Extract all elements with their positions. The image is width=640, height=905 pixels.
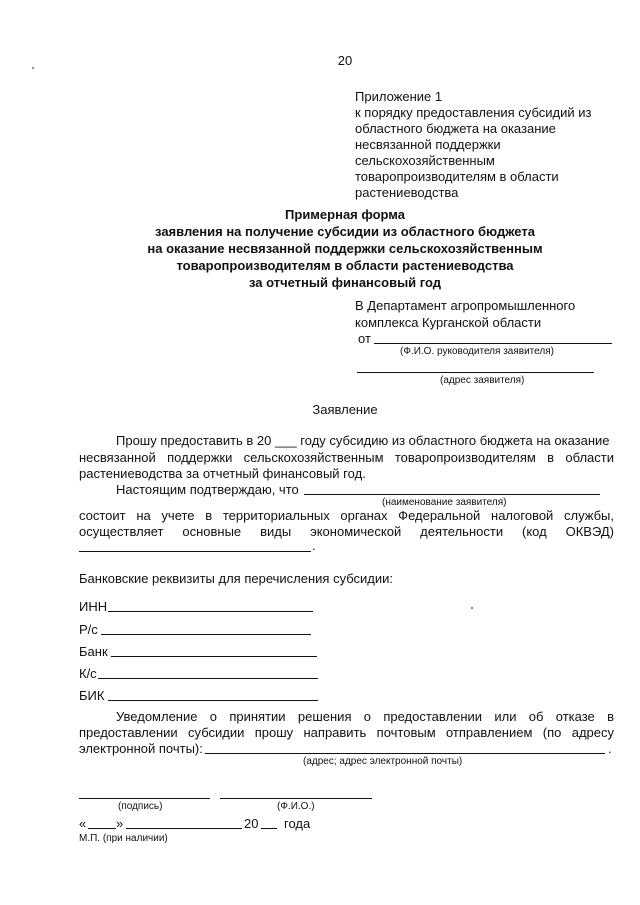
from-label: от — [358, 331, 371, 346]
body-p1-line-2: несвязанной поддержки сельскохозяйственным товаропроизводителям в области — [79, 450, 614, 465]
fio-caption: (Ф.И.О.) — [277, 801, 315, 812]
account-label: Р/с — [79, 622, 98, 637]
notice-line-1: Уведомление о принятии решения о предоставлении или об отказе в — [116, 709, 614, 724]
year-suffix: года — [284, 816, 311, 831]
bik-label: БИК — [79, 688, 105, 703]
date-year-field[interactable] — [261, 828, 277, 829]
signature-field[interactable] — [79, 798, 210, 799]
addressee-line-2: комплекса Курганской области — [355, 315, 542, 330]
bank-intro: Банковские реквизиты для перечисления субсидии: — [79, 571, 393, 586]
signature-caption: (подпись) — [118, 801, 163, 812]
inn-field[interactable] — [108, 611, 313, 612]
address-caption: (адрес заявителя) — [440, 375, 525, 386]
body-p1-line-1: Прошу предоставить в 20 ___ году субсидию из областного бюджета на оказание — [116, 433, 610, 448]
annex-title: Приложение 1 — [355, 89, 443, 104]
annex-line: сельскохозяйственным — [355, 153, 495, 168]
year-prefix: 20 — [244, 816, 259, 831]
form-title-line: за отчетный финансовый год — [248, 275, 442, 290]
applicant-name-field[interactable] — [304, 494, 600, 495]
body-p2-line-1: Настоящим подтверждаю, что — [116, 482, 299, 497]
bik-field[interactable] — [108, 700, 318, 701]
corr-account-field[interactable] — [98, 678, 318, 679]
stamp-note: М.П. (при наличии) — [79, 833, 168, 844]
okved-field[interactable] — [79, 551, 311, 552]
body-p2-line-2: состоит на учете в территориальных органах Федеральной налоговой службы, — [79, 508, 614, 523]
form-title — [120, 206, 570, 291]
annex-line: растениеводства — [355, 185, 459, 200]
annex-line: несвязанной поддержки — [355, 137, 501, 152]
notice-line-3: электронной почты): — [79, 741, 203, 756]
page-number: 20 — [337, 53, 353, 68]
date-open-quote: « — [79, 816, 87, 831]
body-p1-line-3: растениеводства за отчетный финансовый год. — [79, 466, 366, 481]
scan-speck — [32, 67, 34, 69]
annex-line: товаропроизводителям в области — [355, 169, 559, 184]
okved-end: . — [312, 538, 316, 553]
notice-line-2: предоставлении субсидии прошу направить почтовым отправлением (по адресу — [79, 725, 614, 740]
applicant-name-caption: (наименование заявителя) — [382, 497, 507, 508]
from-field[interactable] — [374, 343, 612, 344]
address-field[interactable] — [357, 372, 594, 373]
fio-field[interactable] — [220, 798, 372, 799]
notice-caption: (адрес; адрес электронной почты) — [303, 756, 463, 767]
form-title-line: Примерная форма — [285, 207, 405, 222]
annex-line: областного бюджета на оказание — [355, 121, 556, 136]
inn-label: ИНН — [79, 599, 108, 614]
form-title-line: заявления на получение субсидии из областного бюджета — [155, 224, 535, 239]
notice-address-field[interactable] — [205, 753, 605, 754]
form-title-line: на оказание несвязанной поддержки сельскохозяйственным — [147, 241, 543, 256]
form-title-line: товаропроизводителям в области растениеводства — [176, 258, 514, 273]
notice-end: . — [608, 741, 612, 756]
statement-heading: Заявление — [312, 402, 378, 417]
bank-field[interactable] — [111, 656, 317, 657]
account-field[interactable] — [101, 634, 311, 635]
addressee-line-1: В Департамент агропромышленного — [355, 298, 576, 313]
bank-label: Банк — [79, 644, 108, 659]
date-month-field[interactable] — [126, 828, 242, 829]
annex-block — [355, 89, 625, 201]
body-p2-line-3: осуществляет основные виды экономической деятельности (код ОКВЭД) — [79, 524, 614, 539]
annex-line: к порядку предоставления субсидий из — [355, 105, 592, 120]
date-day-field[interactable] — [88, 828, 116, 829]
date-close-quote: » — [116, 816, 124, 831]
scan-speck — [471, 607, 473, 609]
from-caption: (Ф.И.О. руководителя заявителя) — [400, 346, 554, 357]
corr-account-label: К/с — [79, 666, 97, 681]
